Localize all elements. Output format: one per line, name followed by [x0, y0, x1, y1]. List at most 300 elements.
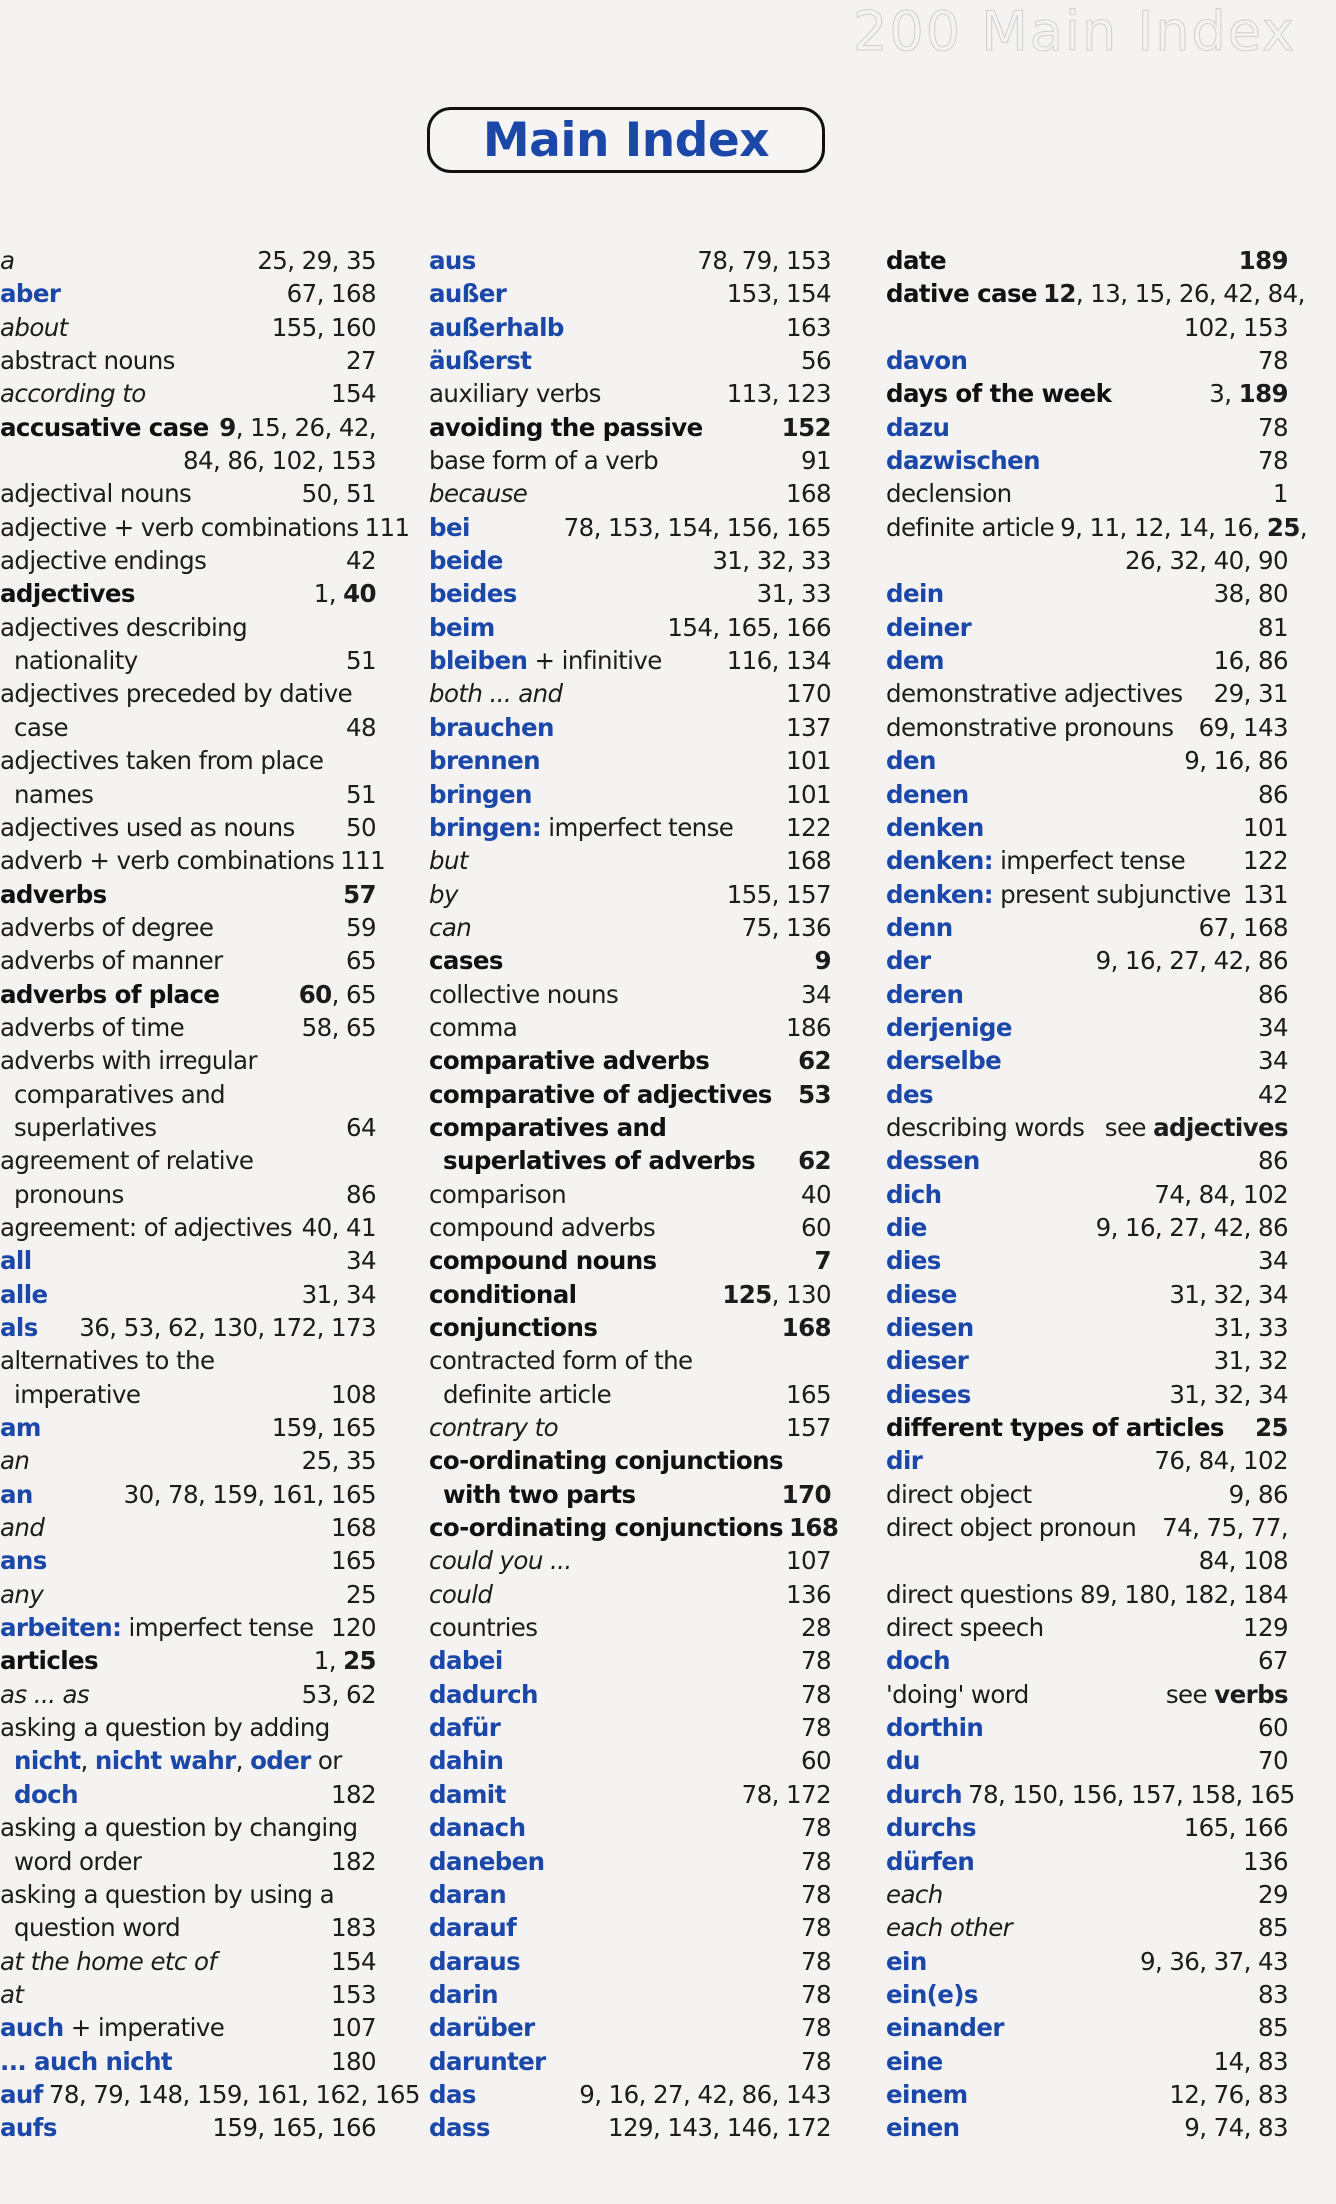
index-entry [0, 611, 376, 644]
entry-term [0, 1511, 44, 1544]
entry-term-part: adverbs of time [0, 1012, 185, 1042]
entry-term-part: denn [886, 912, 953, 942]
entry-page-refs [1193, 911, 1288, 944]
entry-term-part: at the home etc of [0, 1946, 217, 1976]
index-entry [0, 1111, 376, 1144]
entry-term [429, 377, 601, 410]
page-ref: 170 [781, 1479, 831, 1509]
index-entry [886, 1945, 1288, 1978]
entry-page-refs [809, 1244, 831, 1277]
entry-term-part: dative case [886, 279, 1037, 309]
entry-term [0, 577, 135, 610]
page-ref: 152 [781, 412, 831, 442]
index-entry [0, 911, 376, 944]
entry-term-part: imperfect tense [121, 1613, 314, 1643]
entry-term [429, 444, 658, 477]
page-ref: verbs [1214, 1679, 1288, 1709]
entry-term-part: adverbs of place [0, 979, 220, 1009]
page-ref: 78 [801, 1913, 831, 1943]
index-entry [0, 377, 376, 410]
page-ref: 9, 86 [1228, 1479, 1288, 1509]
page-ref: 56 [801, 346, 831, 376]
entry-page-refs [795, 1811, 831, 1844]
entry-page-refs [1252, 444, 1288, 477]
page-ref: 168 [786, 479, 831, 509]
entry-page-refs [1163, 1278, 1288, 1311]
entry-term-part: dieses [886, 1379, 971, 1409]
index-entry [429, 677, 831, 710]
entry-page-refs [340, 944, 376, 977]
entry-term-part: danach [429, 1813, 526, 1843]
entry-page-refs [1237, 811, 1288, 844]
index-entry [0, 1578, 376, 1611]
entry-term [886, 1044, 1001, 1077]
entry-term-part: brennen [429, 746, 540, 776]
entry-term-part: bringen: [429, 812, 542, 842]
index-entry [429, 944, 831, 977]
page-ref: 25 [1266, 512, 1300, 542]
page-ref: 122 [1243, 846, 1288, 876]
index-entry [886, 1144, 1288, 1177]
page-ref: 85 [1258, 1913, 1288, 1943]
entry-term-part: an [0, 1446, 30, 1476]
entry-page-refs [296, 477, 376, 510]
page-ref: 51 [346, 646, 376, 676]
index-entry [886, 344, 1288, 377]
page-ref: 78 [1258, 412, 1288, 442]
page-ref: 186 [786, 1012, 831, 1042]
entry-page-refs [1252, 611, 1288, 644]
entry-term-part: adverbs of degree [0, 912, 214, 942]
index-entry [0, 744, 376, 777]
entry-page-refs [177, 444, 376, 477]
entry-term [429, 978, 618, 1011]
entry-term-part: am [0, 1413, 41, 1443]
entry-term [886, 1611, 1044, 1644]
index-entry [429, 844, 831, 877]
entry-page-refs [1249, 1411, 1288, 1444]
page-ref: 83 [1258, 1979, 1288, 2009]
page-ref: see [1165, 1679, 1215, 1709]
page-ref: 16, 86 [1213, 646, 1288, 676]
entry-term-part: as ... as [0, 1679, 90, 1709]
entry-term [886, 1878, 943, 1911]
entry-term-part: du [886, 1746, 920, 1776]
entry-term-part: das [429, 2079, 476, 2109]
entry-term [886, 344, 967, 377]
entry-term-part: direct questions [886, 1579, 1073, 1609]
entry-page-refs [1208, 2045, 1288, 2078]
entry-page-refs [573, 2078, 831, 2111]
page-ref: 14, 83 [1213, 2046, 1288, 2076]
index-entry [0, 811, 376, 844]
index-entry [886, 1278, 1288, 1311]
index-entry [429, 411, 831, 444]
entry-term-part: direct object pronoun [886, 1513, 1137, 1543]
index-entry [429, 1878, 831, 1911]
index-entry [886, 944, 1288, 977]
page-ref: 168 [781, 1313, 831, 1342]
page-ref: 163 [786, 312, 831, 342]
entry-page-refs [602, 2111, 831, 2144]
entry-term [429, 1578, 492, 1611]
entry-term [429, 2078, 476, 2111]
page-ref: 9, 16, 27, 42, 86 [1095, 946, 1288, 976]
index-entry [429, 1978, 831, 2011]
entry-term-part: according to [0, 379, 146, 409]
entry-term-part: beides [429, 579, 517, 609]
entry-page-refs [1163, 1378, 1288, 1411]
entry-term-part: des [886, 1079, 933, 1109]
page-ref: 86 [1258, 779, 1288, 809]
entry-page-refs [213, 411, 376, 444]
entry-page-refs [795, 1178, 831, 1211]
entry-page-refs [792, 1044, 831, 1077]
entry-term-part: superlatives of adverbs [443, 1146, 756, 1176]
entry-term-part: articles [0, 1646, 99, 1676]
page-ref: 12 [1042, 279, 1076, 309]
page-ref: 129, 143, 146, 172 [608, 2113, 831, 2143]
entry-term-part: adverbs with irregular [0, 1046, 257, 1076]
page-ref: 34 [1258, 1246, 1288, 1276]
page-ref: 25 [1255, 1413, 1288, 1443]
index-entry [886, 1911, 1288, 1944]
entry-term-part: 'doing' word [886, 1679, 1029, 1709]
entry-page-refs [795, 444, 831, 477]
index-entry [886, 1178, 1288, 1211]
index-entry [886, 1544, 1288, 1577]
index-entry [0, 711, 376, 744]
entry-term [429, 611, 495, 644]
entry-page-refs [1237, 1611, 1288, 1644]
page-ref: 26, 32, 40, 90 [1124, 546, 1288, 576]
page-ref: 159, 165 [271, 1413, 376, 1443]
entry-term-part: declension [886, 479, 1012, 509]
entry-term [0, 978, 219, 1011]
entry-term-part: außerhalb [429, 312, 564, 342]
entry-term [886, 2011, 1004, 2044]
entry-term-part: dieser [886, 1346, 969, 1376]
page-ref: 189 [1238, 246, 1288, 275]
page-ref: 9 [219, 412, 236, 442]
entry-page-refs [1252, 1244, 1288, 1277]
entry-page-refs [776, 1478, 831, 1511]
page-ref: 108 [331, 1379, 376, 1409]
page-ref: 78 [801, 1946, 831, 1976]
index-entry [429, 344, 831, 377]
page-ref: 113, 123 [726, 379, 831, 409]
entry-term-part: comparatives and [14, 1079, 226, 1109]
index-entry [429, 911, 831, 944]
entry-term-part: , [235, 1746, 251, 1776]
entry-page-refs [780, 778, 831, 811]
entry-term-part: co-ordinating conjunctions [429, 1513, 783, 1543]
index-entry [429, 1644, 831, 1677]
entry-term-part: case [14, 712, 68, 742]
page-ref: 131 [1243, 879, 1288, 909]
entry-term-part: contrary to [429, 1413, 559, 1443]
entry-page-refs [1178, 311, 1288, 344]
entry-term-part: and [0, 1513, 45, 1543]
entry-term [0, 311, 68, 344]
entry-term-part: darin [429, 1979, 498, 2009]
entry-term-part: adjective + verb combinations [0, 512, 359, 542]
entry-page-refs [340, 778, 376, 811]
entry-term-part: date [886, 246, 946, 275]
entry-term-part: dich [886, 1179, 942, 1209]
entry-term-part: by [429, 879, 458, 909]
entry-term [886, 1845, 974, 1878]
entry-page-refs [308, 1644, 376, 1677]
entry-term [886, 277, 1037, 310]
entry-page-refs [691, 244, 831, 277]
entry-term-part: with two parts [443, 1479, 636, 1509]
entry-term [0, 1244, 32, 1277]
index-entry [886, 978, 1288, 1011]
index-entry [429, 2111, 831, 2144]
entry-term [0, 911, 213, 944]
entry-term-part: an [0, 1479, 33, 1509]
page-ref: 62 [798, 1146, 831, 1176]
page-ref: 78, 79, 153 [697, 246, 831, 275]
entry-term [886, 944, 930, 977]
entry-page-refs [1233, 244, 1288, 277]
entry-page-refs [1193, 711, 1288, 744]
index-entry [886, 677, 1288, 710]
entry-page-refs [780, 1378, 831, 1411]
entry-page-refs [266, 311, 376, 344]
index-entry [429, 1845, 831, 1878]
entry-term [886, 1578, 1073, 1611]
entry-term [886, 911, 953, 944]
index-entry [0, 1945, 376, 1978]
entry-term-part: deiner [886, 612, 972, 642]
entry-term-part: einem [886, 2079, 968, 2109]
index-entry [886, 878, 1288, 911]
entry-term-part: denken: [886, 879, 993, 909]
entry-term [886, 844, 1185, 877]
entry-term [0, 1678, 89, 1711]
entry-term-part: comparatives and [429, 1112, 667, 1142]
entry-term-part: darauf [429, 1913, 517, 1943]
entry-page-refs [1252, 1911, 1288, 1944]
entry-term [429, 744, 540, 777]
entry-page-refs [1148, 1178, 1288, 1211]
page-ref: 129 [1243, 1613, 1288, 1643]
page-ref: 25 [343, 1646, 376, 1676]
index-entry [0, 844, 386, 877]
entry-term [429, 1744, 503, 1777]
entry-page-refs [780, 811, 831, 844]
entry-term [0, 1211, 292, 1244]
entry-term [0, 2078, 43, 2111]
entry-term-part: adjectival nouns [0, 479, 192, 509]
index-entry [0, 1544, 376, 1577]
entry-page-refs [281, 277, 376, 310]
entry-term [0, 344, 175, 377]
page-ref: 136 [1243, 1846, 1288, 1876]
entry-term-part: abstract nouns [0, 346, 175, 376]
page-ref: 180 [331, 2046, 376, 2076]
index-entry [886, 1078, 1288, 1111]
entry-page-refs [325, 2011, 376, 2044]
entry-term-part: auf [0, 2079, 43, 2109]
entry-term-part: dadurch [429, 1679, 538, 1709]
page-title: Main Index [482, 112, 770, 168]
index-entry [429, 1044, 831, 1077]
entry-page-refs [1148, 1444, 1288, 1477]
page-ref: 42 [1258, 1079, 1288, 1109]
entry-term-part: daneben [429, 1846, 545, 1876]
index-entry [886, 1711, 1288, 1744]
index-column-2 [429, 244, 839, 2145]
entry-term-part: collective nouns [429, 979, 619, 1009]
index-entry [429, 1378, 831, 1411]
page-ref: 120 [331, 1613, 376, 1643]
index-entry [429, 1578, 831, 1611]
entry-term-part: names [14, 779, 94, 809]
index-entry [429, 2078, 831, 2111]
entry-term [0, 277, 60, 310]
entry-page-refs [1252, 2011, 1288, 2044]
index-entry [886, 811, 1288, 844]
entry-term-part: comma [429, 1012, 518, 1042]
entry-term [0, 711, 68, 744]
entry-term-part: asking a question by changing [0, 1813, 358, 1843]
index-entry [886, 311, 1288, 344]
page-ref: 78, 79, 148, 159, 161, 162, 165 [48, 2079, 420, 2109]
entry-term-part: dorthin [886, 1713, 984, 1743]
index-entry [0, 1144, 376, 1177]
entry-term-part: imperfect tense [992, 846, 1186, 876]
entry-term-part: der [886, 946, 931, 976]
entry-page-refs [1178, 2111, 1288, 2144]
index-entry [886, 2078, 1288, 2111]
entry-term-part: + imperative [63, 2013, 225, 2043]
page-ref: 60 [801, 1746, 831, 1776]
entry-page-refs [1208, 644, 1288, 677]
entry-term [886, 2078, 968, 2111]
entry-term-part: agreement: of adjectives [0, 1212, 293, 1242]
index-entry [0, 1378, 376, 1411]
page-ref: 65 [346, 946, 376, 976]
page-ref: 74, 75, 77, [1162, 1513, 1288, 1543]
index-entry [429, 878, 831, 911]
entry-term [886, 1911, 1012, 1944]
index-entry [886, 1778, 1295, 1811]
entry-term [886, 377, 1111, 410]
entry-term [886, 1678, 1029, 1711]
entry-page-refs [792, 1144, 831, 1177]
entry-term-part: superlatives [14, 1112, 157, 1142]
entry-page-refs [1252, 778, 1288, 811]
index-entry [886, 778, 1288, 811]
entry-page-refs [1074, 1578, 1288, 1611]
entry-term-part: a [0, 246, 15, 275]
entry-page-refs [340, 544, 376, 577]
entry-term-part: davon [886, 346, 968, 376]
entry-term [429, 1945, 520, 1978]
entry-term-part: compound nouns [429, 1246, 657, 1276]
entry-page-refs [296, 1278, 376, 1311]
entry-page-refs [325, 2045, 376, 2078]
entry-page-refs [340, 711, 376, 744]
entry-term [886, 1278, 957, 1311]
entry-term-part: co-ordinating conjunctions [429, 1446, 783, 1476]
entry-page-refs [296, 1678, 376, 1711]
page-ref: 34 [1258, 1046, 1288, 1076]
entry-term [0, 811, 295, 844]
index-entry [886, 377, 1288, 410]
entry-page-refs [325, 1611, 376, 1644]
page-ref: 40 [343, 579, 376, 609]
entry-term [0, 1845, 141, 1878]
entry-term [886, 1078, 933, 1111]
entry-term [429, 2011, 535, 2044]
index-entry [0, 978, 376, 1011]
entry-term-part: direct speech [886, 1613, 1044, 1643]
page-ref: , 13, 15, 26, 42, 84, [1075, 279, 1305, 309]
page-ref: 168 [786, 846, 831, 876]
index-entry [429, 1344, 831, 1377]
entry-page-refs [359, 511, 410, 544]
page-ref: 155, 157 [726, 879, 831, 909]
page-ref: 78 [801, 1879, 831, 1909]
entry-page-refs [780, 1411, 831, 1444]
entry-term [0, 1578, 43, 1611]
entry-term-part: deren [886, 979, 964, 1009]
entry-term [0, 1111, 156, 1144]
entry-term-part: asking a question by using a [0, 1879, 335, 1909]
index-entry [886, 511, 1307, 544]
index-entry [0, 1344, 376, 1377]
entry-term [429, 1644, 503, 1677]
entry-term-part: describing words [886, 1112, 1085, 1142]
entry-term-part: question word [14, 1913, 181, 1943]
entry-page-refs [795, 1211, 831, 1244]
page-ref: 154, 165, 166 [667, 612, 831, 642]
entry-term-part: dem [886, 646, 944, 676]
entry-term [429, 844, 468, 877]
page-ref: 60 [1258, 1713, 1288, 1743]
page-ref: 78 [801, 1979, 831, 2009]
entry-term [0, 844, 334, 877]
index-entry [0, 1644, 376, 1677]
page-ref: 9, 36, 37, 43 [1139, 1946, 1288, 1976]
index-entry [886, 1744, 1288, 1777]
page-ref: 154 [331, 379, 376, 409]
entry-term [886, 1211, 927, 1244]
page-ref: 60 [801, 1212, 831, 1242]
entry-term-part: word order [14, 1846, 142, 1876]
entry-term [429, 1344, 693, 1377]
entry-term [0, 1278, 48, 1311]
entry-page-refs [1237, 1845, 1288, 1878]
entry-term-part: doch [886, 1646, 950, 1676]
page-ref: 182 [331, 1779, 376, 1809]
index-entry [886, 1644, 1288, 1677]
entry-term-part: conditional [429, 1279, 577, 1309]
entry-term [429, 1411, 558, 1444]
entry-page-refs [1208, 1311, 1288, 1344]
entry-term [0, 1711, 330, 1744]
entry-term-part: comparative of adjectives [429, 1079, 772, 1109]
index-entry [886, 1611, 1288, 1644]
entry-term [429, 1011, 517, 1044]
entry-term-part: accusative case [0, 412, 209, 442]
entry-term [886, 611, 971, 644]
page-ref: 78 [801, 1813, 831, 1843]
